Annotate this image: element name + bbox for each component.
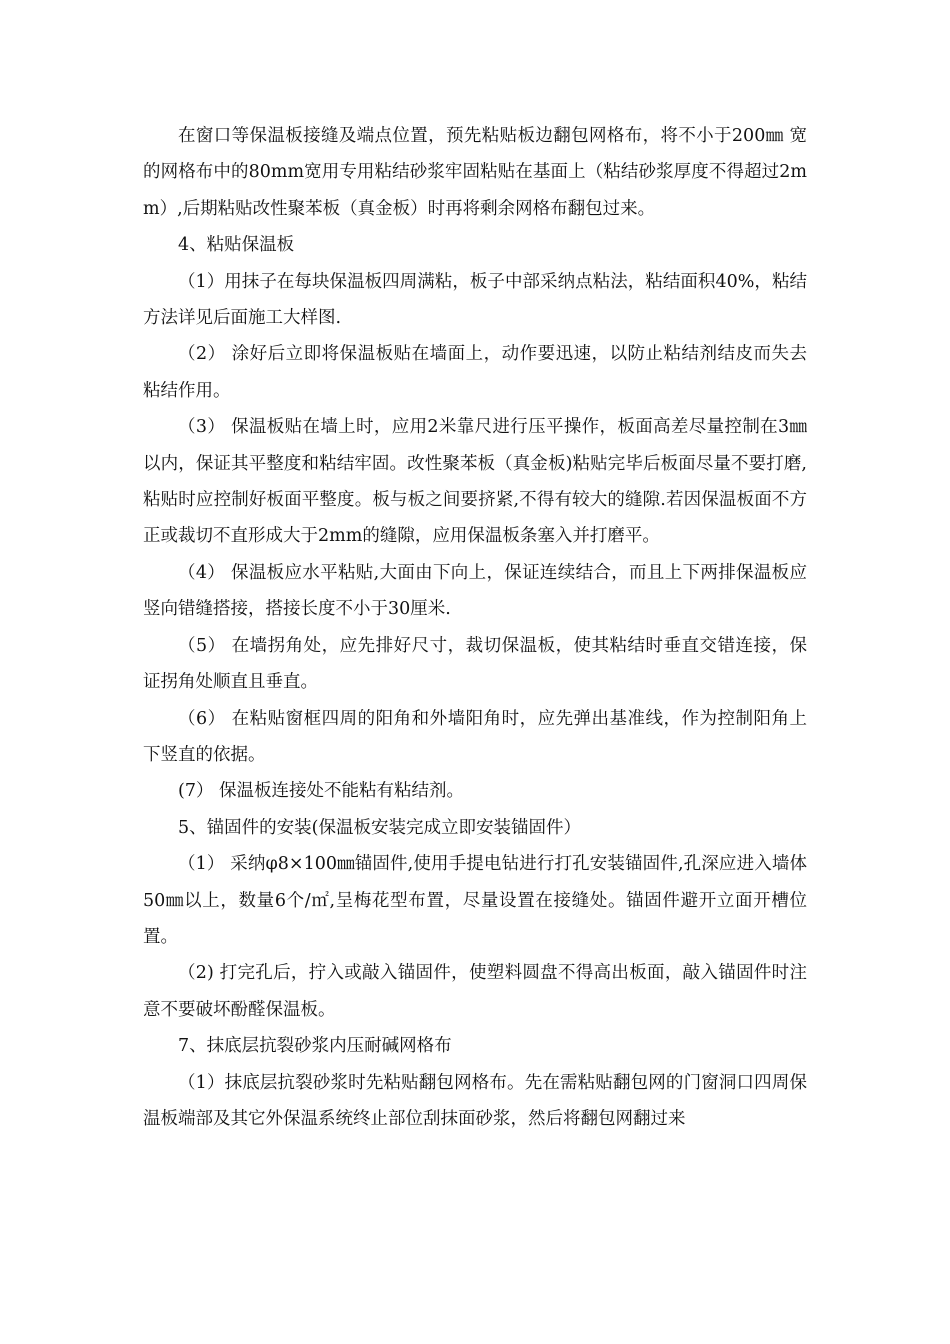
paragraph-step-7: (7） 保温板连接处不能粘有粘结剂。: [178, 781, 465, 802]
paragraph-anchor-1: （1） 采纳φ8×100㎜锚固件,使用手提电钻进行打孔安装锚固件,孔深应进入墙体50㎜以上，数量6个/㎡,呈梅花型布置，尽量设置在接缝处。锚固件避开立面开槽位置。: [143, 854, 807, 947]
paragraph-mesh-wrap: 在窗口等保温板接缝及端点位置，预先粘贴板边翻包网格布，将不小于200㎜ 宽的网格布中的80mm宽用专用粘结砂浆牢固粘贴在基面上（粘结砂浆厚度不得超过2mm）,后期粘贴改性聚苯板（真金板）时再将剩余网格布翻包过来。: [143, 126, 807, 219]
paragraph-step-5: （5） 在墙拐角处，应先排好尺寸，裁切保温板，使其粘结时垂直交错连接，保证拐角处顺直且垂直。: [143, 635, 807, 693]
document-body: [143, 118, 807, 1137]
paragraph-step-4: （4） 保温板应水平粘贴,大面由下向上，保证连续结合，而且上下两排保温板应竖向错缝搭接，搭接长度不小于30厘米.: [143, 562, 807, 620]
paragraph-step-1: （1）用抹子在每块保温板四周满粘，板子中部采纳点粘法，粘结面积40%，粘结方法详见后面施工大样图.: [143, 271, 807, 329]
paragraph-step-6: （6） 在粘贴窗框四周的阳角和外墙阳角时，应先弹出基准线，作为控制阳角上下竖直的依据。: [143, 708, 807, 765]
section-heading-4: 4、粘贴保温板: [178, 235, 295, 256]
section-heading-5: 5、锚固件的安装(保温板安装完成立即安装锚固件）: [178, 817, 581, 838]
paragraph-step-2: （2） 涂好后立即将保温板贴在墙面上，动作要迅速，以防止粘结剂结皮而失去粘结作用。: [143, 344, 807, 401]
section-heading-7: 7、抹底层抗裂砂浆内压耐碱网格布: [178, 1036, 452, 1057]
paragraph-anchor-2: （2) 打完孔后，拧入或敲入锚固件，使塑料圆盘不得高出板面，敲入锚固件时注意不要破坏酚醛保温板。: [143, 963, 807, 1020]
paragraph-base-coat-1: （1）抹底层抗裂砂浆时先粘贴翻包网格布。先在需粘贴翻包网的门窗洞口四周保温板端部及其它外保温系统终止部位刮抹面砂浆，然后将翻包网翻过来: [143, 1072, 807, 1129]
paragraph-step-3: （3） 保温板贴在墙上时，应用2米靠尺进行压平操作，板面高差尽量控制在3㎜以内，保证其平整度和粘结牢固。改性聚苯板（真金板)粘贴完毕后板面尽量不要打磨,粘贴时应控制好板面平整度。板与板之间要挤紧,不得有较大的缝隙.若因保温板面不方正或裁切不直形成大于2mm的缝隙，应用保温板条塞入并打磨平。: [143, 417, 807, 547]
